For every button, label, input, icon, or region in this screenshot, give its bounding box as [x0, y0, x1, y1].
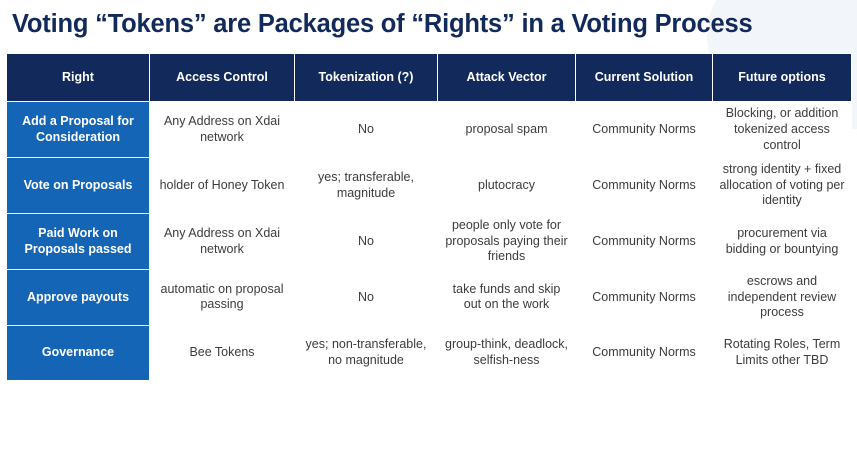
column-header-current-solution: Current Solution [576, 54, 713, 102]
table-header [7, 54, 852, 102]
column-header-tokenization: Tokenization (?) [295, 54, 438, 102]
column-header-access-control: Access Control [150, 54, 295, 102]
cell-access-control: Any Address on Xdai network [150, 102, 295, 158]
column-header-attack-vector: Attack Vector [438, 54, 576, 102]
cell-current-solution: Community Norms [576, 158, 713, 214]
cell-tokenization: No [295, 269, 438, 325]
cell-future-options: Blocking, or addition tokenized access control [713, 102, 852, 158]
row-label-governance: Governance [7, 325, 150, 380]
row-label-vote-on-proposals: Vote on Proposals [7, 158, 150, 214]
table-row [7, 158, 852, 214]
cell-current-solution: Community Norms [576, 325, 713, 380]
table-row [7, 325, 852, 380]
cell-access-control: Any Address on Xdai network [150, 214, 295, 270]
column-header-future-options: Future options [713, 54, 852, 102]
row-label-add-proposal: Add a Proposal for Consideration [7, 102, 150, 158]
cell-tokenization: yes; non-transferable, no magnitude [295, 325, 438, 380]
table-header-row [7, 54, 852, 102]
cell-access-control: Bee Tokens [150, 325, 295, 380]
table-body [7, 102, 852, 381]
voting-rights-table [6, 53, 852, 381]
cell-attack-vector: people only vote for proposals paying their friends [438, 214, 576, 270]
row-label-approve-payouts: Approve payouts [7, 269, 150, 325]
cell-access-control: automatic on proposal passing [150, 269, 295, 325]
cell-access-control: holder of Honey Token [150, 158, 295, 214]
table-row [7, 102, 852, 158]
voting-rights-table-container [6, 53, 851, 381]
cell-current-solution: Community Norms [576, 102, 713, 158]
cell-current-solution: Community Norms [576, 214, 713, 270]
column-header-right: Right [7, 54, 150, 102]
table-row [7, 269, 852, 325]
cell-attack-vector: take funds and skip out on the work [438, 269, 576, 325]
page-title: Voting “Tokens” are Packages of “Rights” in a Voting Process [12, 10, 753, 38]
row-label-paid-work: Paid Work on Proposals passed [7, 214, 150, 270]
cell-attack-vector: group-think, deadlock, selfish-ness [438, 325, 576, 380]
table-row [7, 214, 852, 270]
cell-future-options: strong identity + fixed allocation of voting per identity [713, 158, 852, 214]
cell-current-solution: Community Norms [576, 269, 713, 325]
cell-future-options: procurement via bidding or bountying [713, 214, 852, 270]
cell-future-options: escrows and independent review process [713, 269, 852, 325]
cell-attack-vector: plutocracy [438, 158, 576, 214]
cell-tokenization: yes; transferable, magnitude [295, 158, 438, 214]
cell-tokenization: No [295, 102, 438, 158]
cell-future-options: Rotating Roles, Term Limits other TBD [713, 325, 852, 380]
cell-tokenization: No [295, 214, 438, 270]
cell-attack-vector: proposal spam [438, 102, 576, 158]
